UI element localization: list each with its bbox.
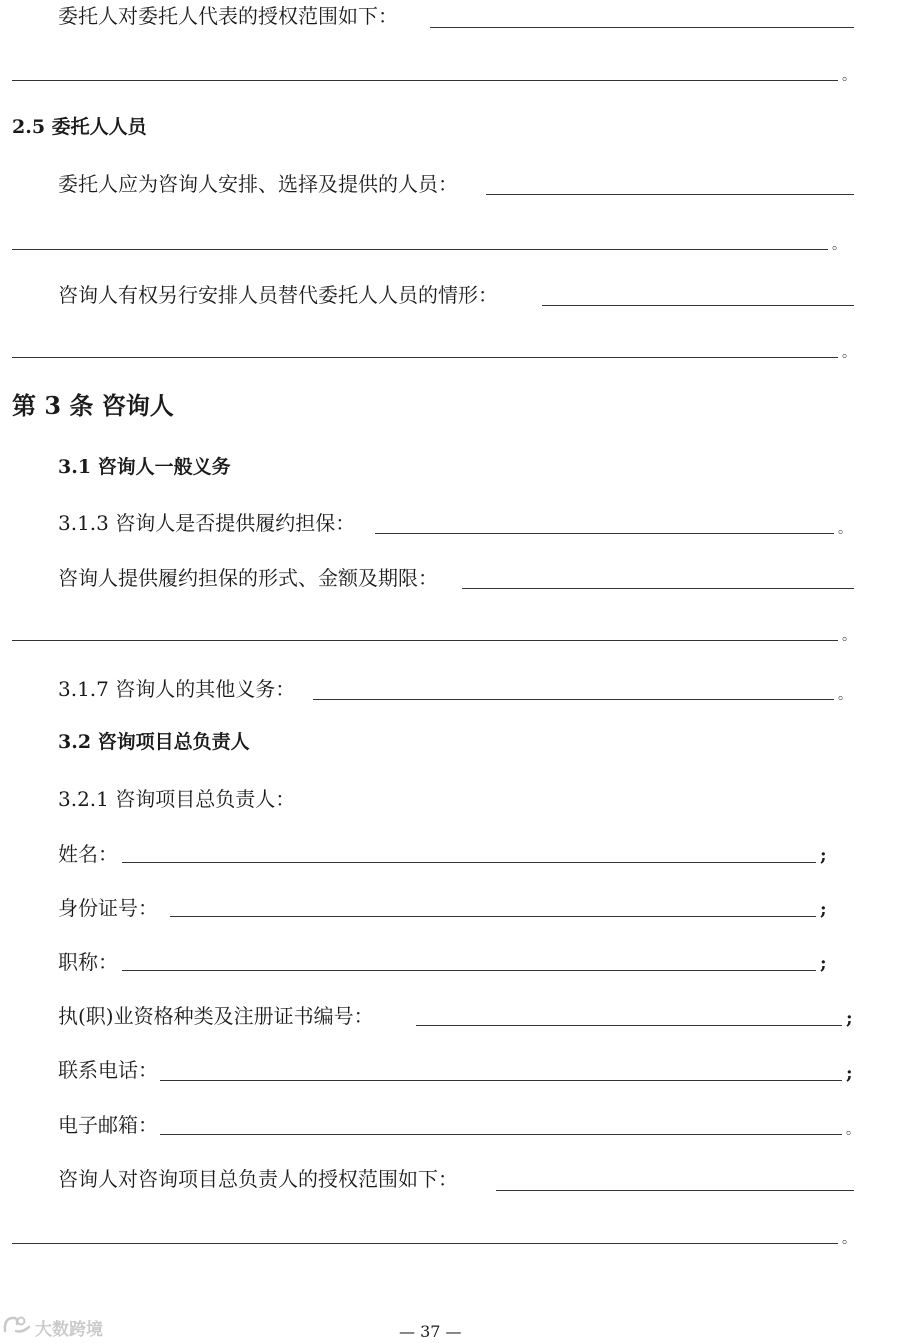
period-mark: 。	[842, 345, 856, 361]
email-label: 电子邮箱：	[58, 1113, 158, 1137]
lead-authority-line-1[interactable]	[496, 1190, 854, 1191]
replacement-conditions-label: 咨询人有权另行安排人员替代委托人人员的情形：	[58, 283, 498, 307]
project-lead-label: 3.2.1 咨询项目总负责人：	[58, 787, 296, 811]
phone-line[interactable]	[160, 1080, 842, 1081]
id-number-line[interactable]	[170, 916, 816, 917]
section-2-5-heading: 2.5 委托人人员	[12, 116, 147, 138]
performance-bond-question: 3.1.3 咨询人是否提供履约担保：	[58, 511, 356, 535]
watermark-text: 大数跨境	[35, 1319, 103, 1340]
semicolon-mark: ;	[820, 953, 827, 974]
watermark	[2, 1313, 103, 1341]
professional-title-line[interactable]	[122, 970, 816, 971]
bond-terms-line-1[interactable]	[462, 588, 854, 589]
id-number-label: 身份证号：	[58, 896, 158, 920]
period-mark: 。	[842, 68, 856, 84]
bond-terms-label: 咨询人提供履约担保的形式、金额及期限：	[58, 566, 438, 590]
name-label: 姓名：	[58, 842, 118, 866]
period-mark: 。	[842, 628, 856, 644]
semicolon-mark: ;	[820, 845, 827, 866]
principal-staff-line-1[interactable]	[486, 194, 854, 195]
delegate-authority-line-1[interactable]	[430, 27, 854, 28]
delegate-authority-label: 委托人对委托人代表的授权范围如下：	[58, 4, 398, 28]
lead-authority-line-2[interactable]	[12, 1243, 838, 1244]
lead-authority-label: 咨询人对咨询项目总负责人的授权范围如下：	[58, 1167, 458, 1191]
period-mark: 。	[842, 1231, 856, 1247]
professional-title-label: 职称：	[58, 950, 118, 974]
other-obligations-line[interactable]	[313, 699, 834, 700]
semicolon-mark: ;	[820, 899, 827, 920]
replacement-conditions-line-2[interactable]	[12, 357, 838, 358]
performance-bond-line[interactable]	[375, 533, 834, 534]
section-3-1-heading: 3.1 咨询人一般义务	[58, 456, 231, 478]
qualification-cert-line[interactable]	[416, 1025, 842, 1026]
section-3-2-heading: 3.2 咨询项目总负责人	[58, 731, 250, 753]
period-mark: 。	[838, 521, 852, 537]
other-obligations-label: 3.1.7 咨询人的其他义务：	[58, 677, 296, 701]
phone-label: 联系电话：	[58, 1058, 158, 1082]
delegate-authority-line-2[interactable]	[12, 80, 838, 81]
period-mark: 。	[832, 237, 846, 253]
replacement-conditions-line-1[interactable]	[542, 305, 854, 306]
principal-staff-label: 委托人应为咨询人安排、选择及提供的人员：	[58, 172, 458, 196]
bond-terms-line-2[interactable]	[12, 640, 838, 641]
period-mark: 。	[838, 687, 852, 703]
name-line[interactable]	[122, 862, 816, 863]
email-line[interactable]	[160, 1134, 842, 1135]
semicolon-mark: ;	[846, 1008, 853, 1029]
page-number: — 37 —	[399, 1322, 462, 1341]
qualification-cert-label: 执(职)业资格种类及注册证书编号：	[58, 1004, 374, 1028]
period-mark: 。	[846, 1122, 860, 1138]
article-3-heading: 第 3 条 咨询人	[12, 391, 174, 420]
watermark-logo-icon	[2, 1313, 32, 1341]
semicolon-mark: ;	[846, 1063, 853, 1084]
principal-staff-line-2[interactable]	[12, 249, 828, 250]
